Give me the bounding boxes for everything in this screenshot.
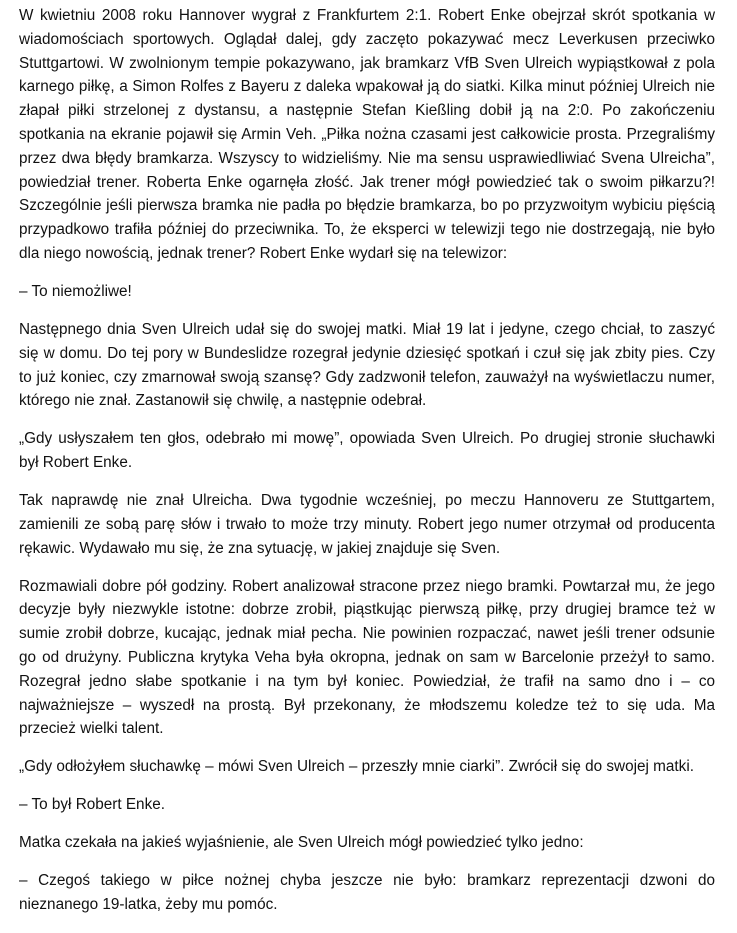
paragraph: Matka czekała na jakieś wyjaśnienie, ale Sven Ulreich mógł powiedzieć tylko jedno:	[19, 834, 584, 852]
paragraph: Następnego dnia Sven Ulreich udał się do swojej matki. Miał 19 lat i jedyne, czego chciał, to zaszyć się w domu. Do tej pory w Bundeslidze rozegrał jedynie dziesięć spotkań i czuł się jak zbity pies. Czy to już koniec, czy zmarnował swoją szansę? Gdy zadzwonił telefon, zauważył na wyświetlaczu numer, którego nie znał. Zastanowił się chwilę, a następnie odebrał.	[19, 320, 715, 410]
paragraph: Tak naprawdę nie znał Ulreicha. Dwa tygodnie wcześniej, po meczu Hannoveru ze Stuttgartem, zamienili ze sobą parę słów i trwało to może trzy minuty. Robert jego numer otrzymał od producenta rękawic. Wydawało mu się, że zna sytuację, w jakiej znajduje się Sven.	[19, 492, 715, 557]
document-body	[19, 4, 715, 917]
paragraph: „Gdy odłożyłem słuchawkę – mówi Sven Ulreich – przeszły mnie ciarki”. Zwrócił się do swojej matki.	[19, 758, 694, 776]
paragraph: – To był Robert Enke.	[19, 796, 165, 814]
paragraph: – To niemożliwe!	[19, 282, 132, 300]
paragraph: „Gdy usłyszałem ten głos, odebrało mi mowę”, opowiada Sven Ulreich. Po drugiej stronie słuchawki był Robert Enke.	[19, 430, 715, 472]
paragraph: – Czegoś takiego w piłce nożnej chyba jeszcze nie było: bramkarz reprezentacji dzwoni do nieznanego 19-latka, żeby mu pomóc.	[19, 872, 715, 914]
paragraph: W kwietniu 2008 roku Hannover wygrał z Frankfurtem 2:1. Robert Enke obejrzał skrót spotkania w wiadomościach sportowych. Oglądał dalej, gdy zaczęto pokazywać mecz Leverkusen przeciwko Stuttgartowi. W zwolnionym tempie pokazywano, jak bramkarz VfB Sven Ulreich wypiąstkował z pola karnego piłkę, a Simon Rolfes z Bayeru z daleka wpakował ją do siatki. Kilka minut później Ulreich nie złapał piłki strzelonej z dystansu, a następnie Stefan Kießling dobił ją na 2:0. Po zakończeniu spotkania na ekranie pojawił się Armin Veh. „Piłka nożna czasami jest całkowicie prosta. Przegraliśmy przez dwa błędy bramkarza. Wszyscy to widzieliśmy. Nie ma sensu usprawiedliwiać Svena Ulreicha”, powiedział trener. Roberta Enke ogarnęła złość. Jak trener mógł powiedzieć tak o swoim piłkarzu?! Szczególnie jeśli pierwsza bramka nie padła po błędzie bramkarza, bo po przyzwoitym wybiciu pięścią przypadkowo trafiła później do przeciwnika. To, że eksperci w telewizji tego nie dostrzegają, nie było dla niego nowością, jednak trener? Robert Enke wydarł się na telewizor:	[19, 7, 715, 262]
paragraph: Rozmawiali dobre pół godziny. Robert analizował stracone przez niego bramki. Powtarzał mu, że jego decyzje były niezwykle istotne: dobrze zrobił, piąstkując pierwszą piłkę, przy drugiej bramce też w sumie zrobił dobrze, kucając, jednak miał pecha. Nie powinien rozpaczać, nawet jeśli trener odsunie go od drużyny. Publiczna krytyka Veha była okropna, jednak on sam w Barcelonie przeżył to samo. Rozegrał jedno słabe spotkanie i na tym był koniec. Powiedział, że trafił na samo dno i – co najważniejsze – wyszedł na prostą. Był przekonany, że młodszemu koledze też to się uda. Ma przecież wielki talent.	[19, 577, 715, 738]
